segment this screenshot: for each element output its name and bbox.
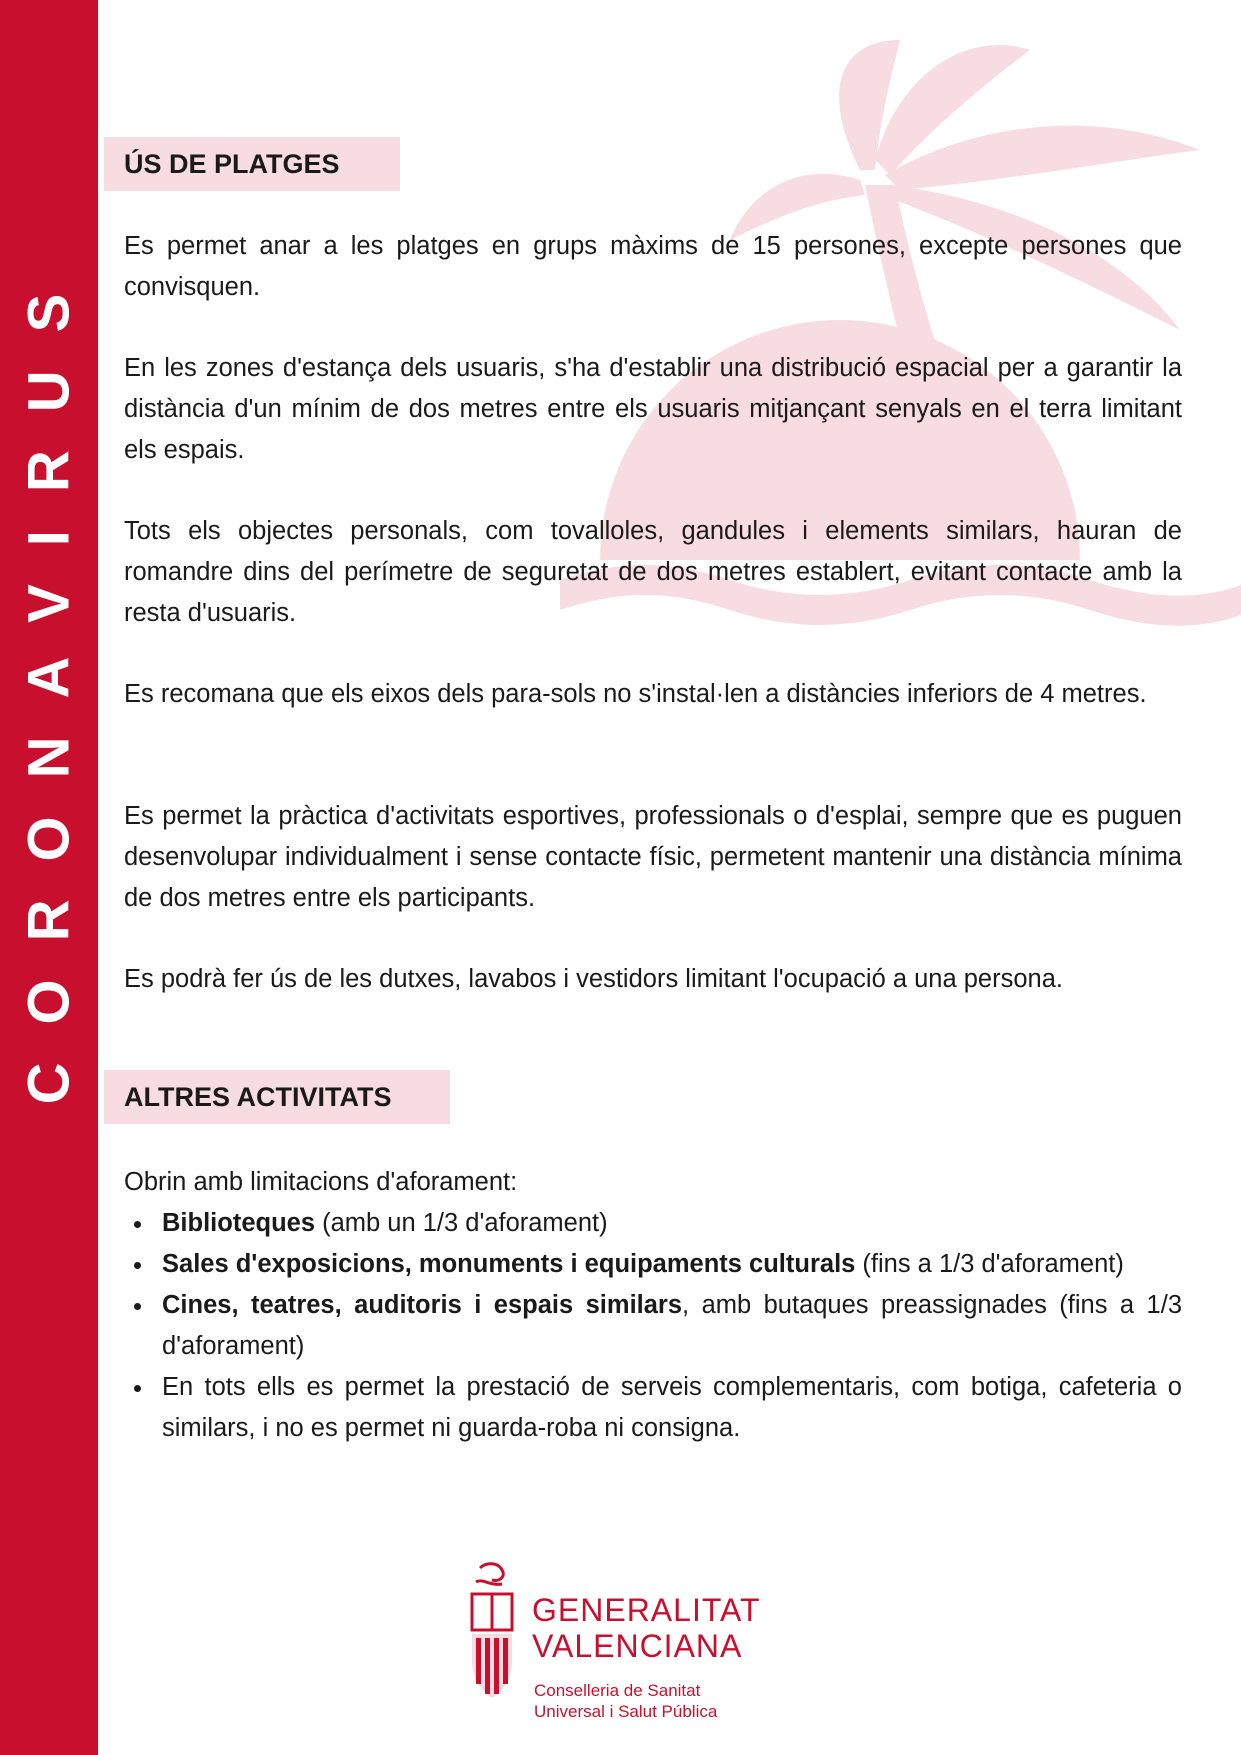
list-item: En tots ells es permet la prestació de serveis complementaris, com botiga, cafeteria o similars, i no es permet ni guarda-roba ni consigna.	[124, 1367, 1182, 1449]
list-item: Biblioteques (amb un 1/3 d'aforament)	[124, 1203, 1182, 1244]
generalitat-logo	[462, 1560, 792, 1730]
paragraph: Tots els objectes personals, com tovalloles, gandules i elements similars, hauran de romandre dins del perímetre de seguretat de dos metres establert, evitant contacte amb la resta d'usuaris.	[124, 517, 1182, 627]
sidebar-title: CORONAVIRUS	[16, 255, 82, 1105]
paragraph: Es recomana que els eixos dels para-sols no s'instal·len a distàncies inferiors de 4 metres.	[124, 680, 1147, 708]
list-intro: Obrin amb limitacions d'aforament:	[124, 1168, 518, 1196]
department-name: Conselleria de Sanitat Universal i Salut Pública	[534, 1681, 718, 1721]
activities-list	[124, 1203, 1182, 1449]
list-item: Cines, teatres, auditoris i espais similars, amb butaques preassignades (fins a 1/3 d'aforament)	[124, 1285, 1182, 1367]
coat-of-arms-icon	[462, 1560, 522, 1700]
section-title: ALTRES ACTIVITATS	[124, 1082, 392, 1112]
section-heading-other-activities	[104, 1070, 450, 1124]
sidebar-band	[0, 0, 98, 1755]
paragraph: Es permet la pràctica d'activitats esportives, professionals o d'esplai, sempre que es puguen desenvolupar individualment i sense contacte físic, permetent mantenir una distància mínima de dos metres entre els participants.	[124, 802, 1182, 912]
paragraph: En les zones d'estança dels usuaris, s'ha d'establir una distribució espacial per a garantir la distància d'un mínim de dos metres entre els usuaris mitjançant senyals en el terra limitant els espais.	[124, 354, 1182, 464]
section-heading-beaches	[104, 137, 400, 191]
org-name: GENERALITAT VALENCIANA	[532, 1592, 761, 1664]
paragraph: Es podrà fer ús de les dutxes, lavabos i vestidors limitant l'ocupació a una persona.	[124, 965, 1063, 993]
paragraph: Es permet anar a les platges en grups màxims de 15 persones, excepte persones que convisquen.	[124, 232, 1182, 301]
section-title: ÚS DE PLATGES	[124, 149, 340, 179]
list-item: Sales d'exposicions, monuments i equipaments culturals (fins a 1/3 d'aforament)	[124, 1244, 1182, 1285]
